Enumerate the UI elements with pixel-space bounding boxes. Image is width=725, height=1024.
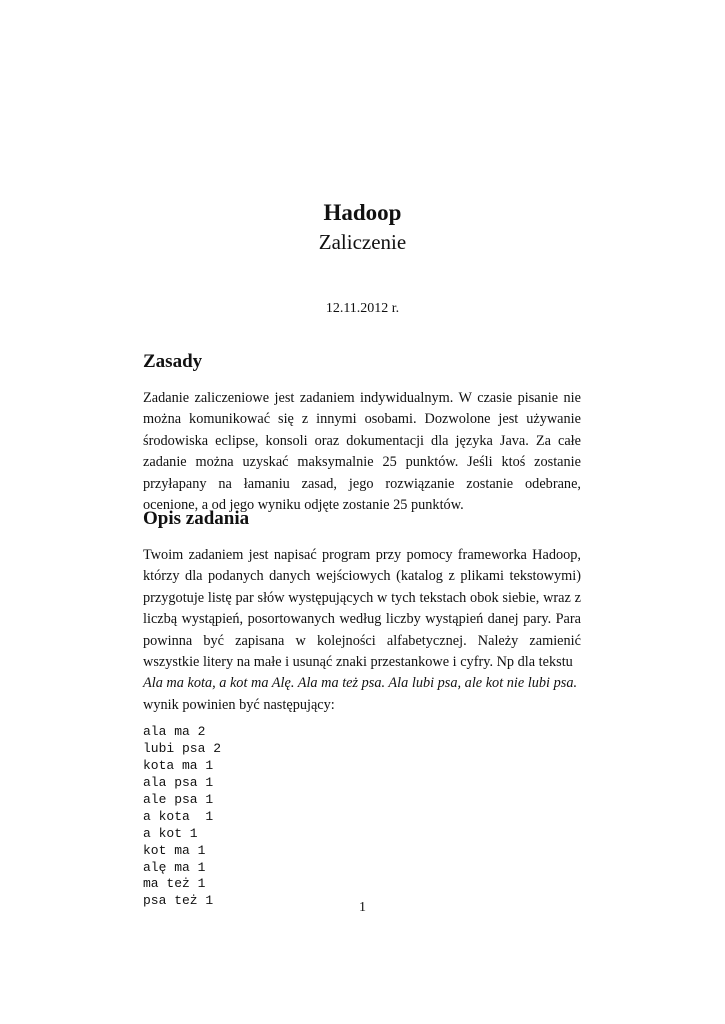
document-subtitle: Zaliczenie: [318, 230, 407, 254]
code-line: kota ma 1: [143, 758, 214, 774]
section-paragraph: Zadanie zaliczeniowe jest zadaniem indywidualnym. W czasie pisanie nie można komunikować się z innymi osobami. Dozwolone jest używanie środowiska eclipse, konsoli oraz dokumentacji dla języka Java. Za całe zadanie można uzyskać maksymalnie 25 punktów. Jeśli ktoś zostanie przyłapany na łamaniu zasad, jego rozwiązanie zostanie odebrane, ocenione, a od jego wyniku odjęte zostanie 25 punktów.: [143, 390, 581, 514]
section-paragraph: Twoim zadaniem jest napisać program przy pomocy frameworka Hadoop, którzy dla podanych danych wejściowych (katalog z plikami tekstowymi) przygotuje listę par słów występujących w tych tekstach obok siebie, wraz z liczbą wystąpień, posortowanych według liczby wystąpień danej pary. Para powinna być zapisana w kolejności alfabetycznej. Należy zamienić wszystkie litery na małe i usunąć znaki przestankowe i cyfry. Np dla tekstu: [143, 547, 581, 671]
code-line: alę ma 1: [143, 859, 206, 875]
title-block: [0, 198, 725, 256]
code-line: ale psa 1: [143, 791, 214, 807]
code-block: [143, 724, 581, 910]
code-line: ala ma 2: [143, 724, 206, 740]
code-line: ala psa 1: [143, 774, 214, 790]
section-heading: Zasady: [143, 351, 203, 372]
code-line: psa też 1: [143, 893, 214, 909]
code-line: lubi psa 2: [143, 741, 222, 757]
example-text: Ala ma kota, a kot ma Alę. Ala ma też psa. Ala lubi psa, ale kot nie lubi psa.: [143, 675, 578, 692]
section-heading: Opis zadania: [143, 508, 250, 529]
section-opis-zadania: [143, 507, 581, 910]
code-line: a kota 1: [143, 808, 214, 824]
page-number: 1: [359, 900, 366, 915]
document-title: Hadoop: [323, 200, 402, 225]
code-line: kot ma 1: [143, 842, 206, 858]
code-line: a kot 1: [143, 825, 198, 841]
section-zasady: [143, 350, 581, 516]
result-intro: wynik powinien być następujący:: [143, 696, 335, 713]
code-line: ma też 1: [143, 876, 206, 892]
document-date: 12.11.2012 r.: [325, 301, 400, 316]
